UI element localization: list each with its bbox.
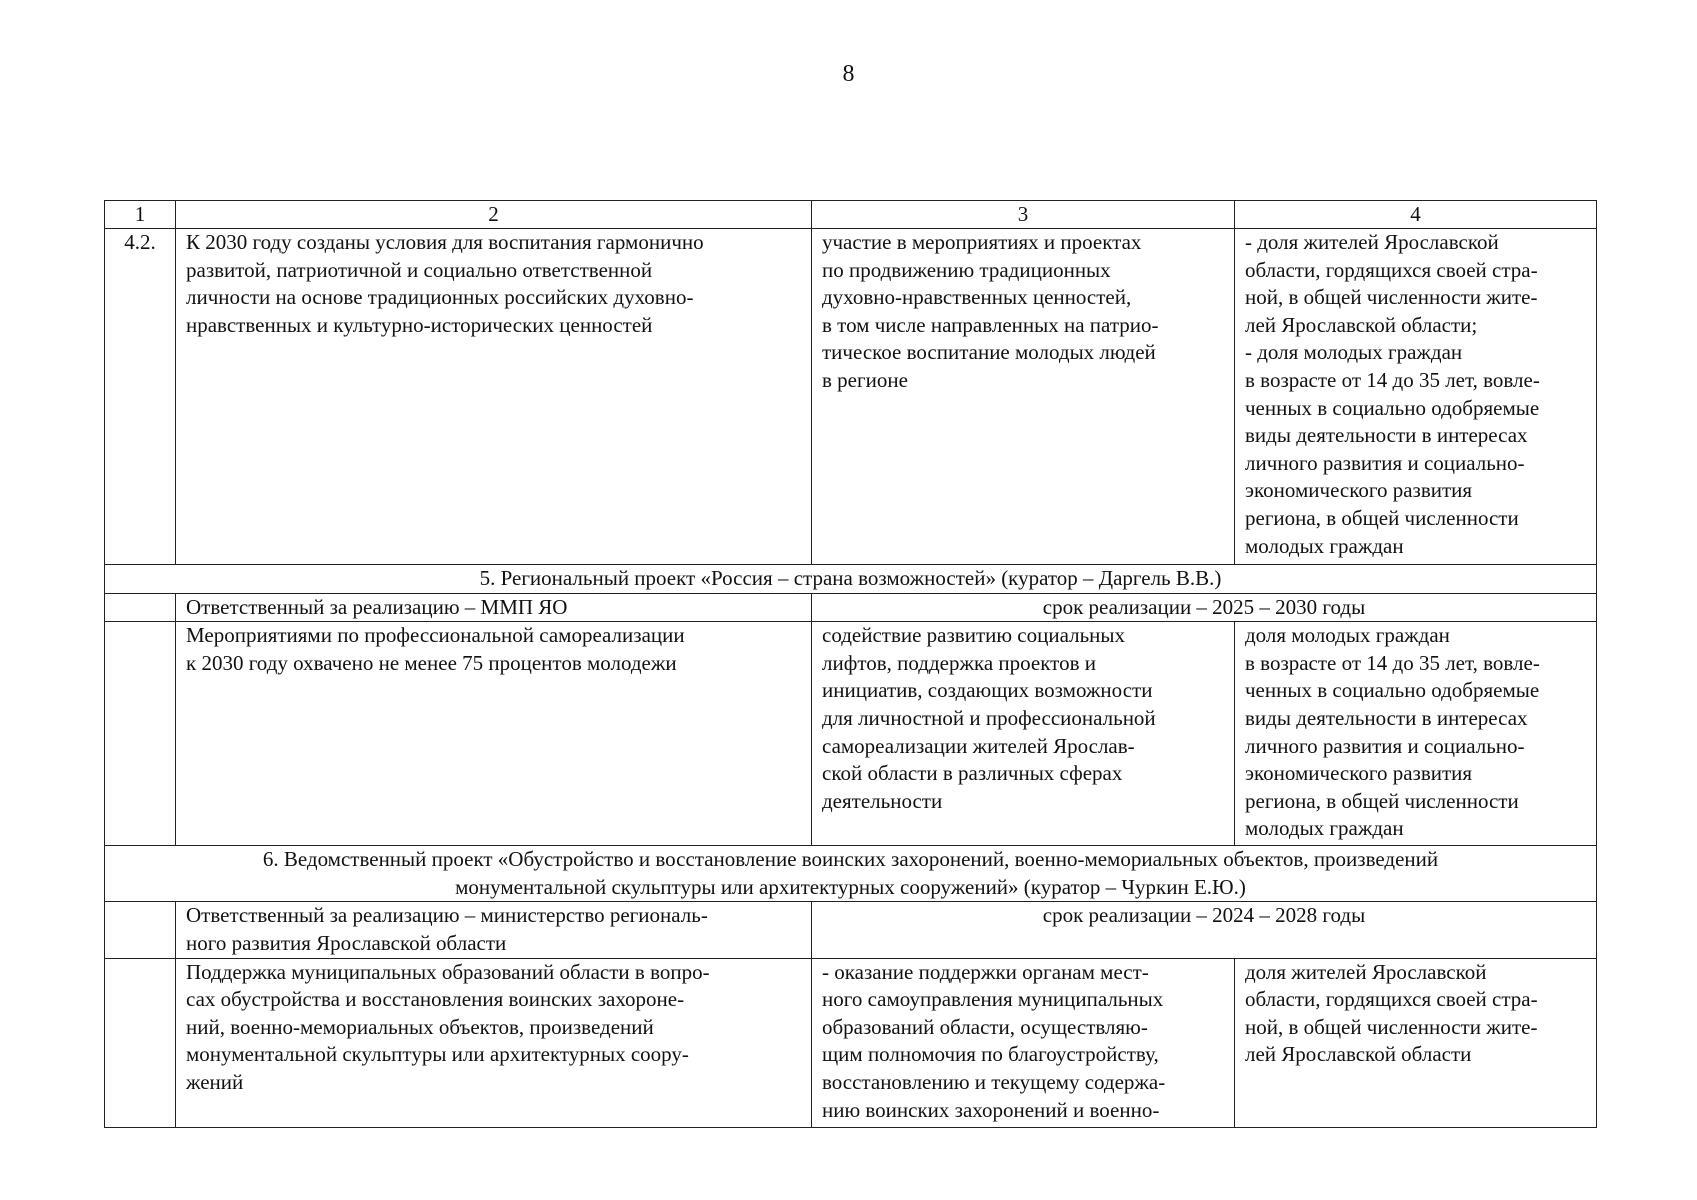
row-number: 4.2.: [105, 229, 176, 565]
goal-description: Мероприятиями по профессиональной самореализации к 2030 году охвачено не менее 75 процентов молодежи: [176, 622, 812, 846]
header-cell-2: 2: [176, 201, 812, 229]
goal-description: Поддержка муниципальных образований области в вопро- сах обустройства и восстановления воинских захороне- ний, военно-мемориальных объектов, произведений монументальной скульптуры или архитектурных соору- жений: [176, 958, 812, 1127]
page-number: 8: [842, 61, 855, 87]
task-description: участие в мероприятиях и проектах по продвижению традиционных духовно-нравственных ценностей, в том числе направленных на патрио- тическое воспитание молодых людей в регионе: [812, 229, 1235, 565]
empty-number-cell: [105, 622, 176, 846]
section-6-term: срок реализации – 2024 – 2028 годы: [812, 902, 1597, 958]
indicator-description: - доля жителей Ярославской области, гордящихся своей стра- ной, в общей численности жите- лей Ярославской области; - доля молодых граждан в возрасте от 14 до 35 лет, вовле- ченных в социально одобряемые виды деятельности в интересах личного развития и социально- экономического развития региона, в общей численности молодых граждан: [1235, 229, 1597, 565]
empty-number-cell: [105, 593, 176, 622]
empty-number-cell: [105, 902, 176, 958]
section-6-responsible-row: [105, 902, 1597, 958]
indicator-description: доля молодых граждан в возрасте от 14 до 35 лет, вовле- ченных в социально одобряемые виды деятельности в интересах личного развития и социально- экономического развития региона, в общей численности молодых граждан: [1235, 622, 1597, 846]
task-description: - оказание поддержки органам мест- ного самоуправления муниципальных образований области, осуществляю- щим полномочия по благоустройству, восстановлению и текущему содержа- нию воинских захоронений и военно-: [812, 958, 1235, 1127]
header-cell-3: 3: [812, 201, 1235, 229]
goal-description: К 2030 году созданы условия для воспитания гармонично развитой, патриотичной и социально ответственной личности на основе традиционных российских духовно- нравственных и культурно-исторических ценностей: [176, 229, 812, 565]
table-row-4-2: [105, 229, 1597, 565]
empty-number-cell: [105, 958, 176, 1127]
section-5-responsible: Ответственный за реализацию – ММП ЯО: [176, 593, 812, 622]
section-5-responsible-row: [105, 593, 1597, 622]
section-6-title-row: [105, 846, 1597, 902]
section-5-title: 5. Региональный проект «Россия – страна возможностей» (куратор – Даргель В.В.): [105, 565, 1597, 594]
goals-table: [104, 200, 1597, 1128]
header-cell-1: 1: [105, 201, 176, 229]
table-row-section-6: [105, 958, 1597, 1127]
header-cell-4: 4: [1235, 201, 1597, 229]
table-header-row: [105, 201, 1597, 229]
task-description: содействие развитию социальных лифтов, поддержка проектов и инициатив, создающих возможности для личностной и профессиональной самореализации жителей Ярослав- ской области в различных сферах деятельности: [812, 622, 1235, 846]
section-6-title: 6. Ведомственный проект «Обустройство и восстановление воинских захоронений, военно-мемориальных объектов, произведений монументальной скульптуры или архитектурных сооружений» (куратор – Чуркин Е.Ю.): [105, 846, 1597, 902]
section-6-responsible: Ответственный за реализацию – министерство региональ- ного развития Ярославской области: [176, 902, 812, 958]
indicator-description: доля жителей Ярославской области, гордящихся своей стра- ной, в общей численности жите- лей Ярославской области: [1235, 958, 1597, 1127]
table-row-section-5: [105, 622, 1597, 846]
section-5-title-row: [105, 565, 1597, 594]
section-5-term: срок реализации – 2025 – 2030 годы: [812, 593, 1597, 622]
